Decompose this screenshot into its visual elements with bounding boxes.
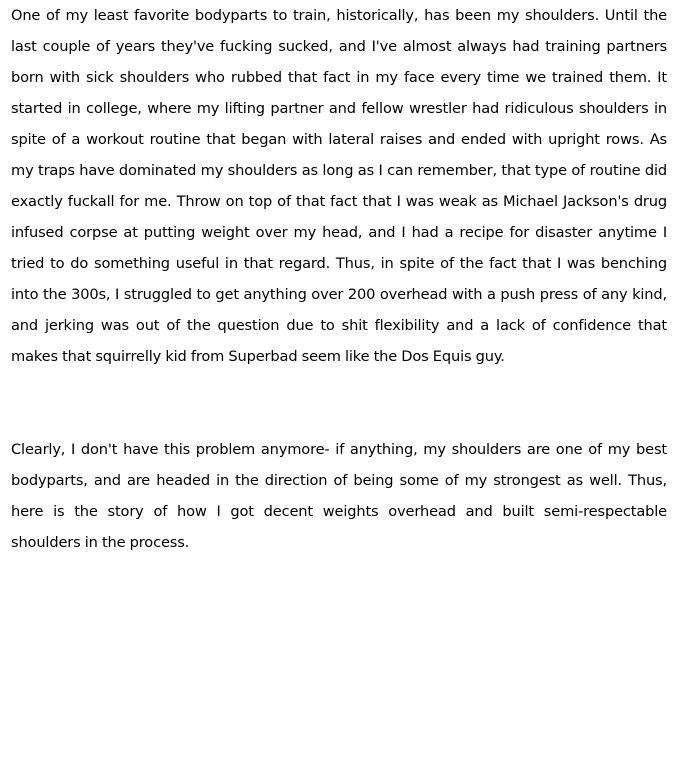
document-body [11,0,667,558]
paragraph-intro: One of my least favorite bodyparts to train, historically, has been my shoulders. Until the last couple of years they've fucking sucked, and I've almost always had training partners born with sick shoulders who rubbed that fact in my face every time we trained them. It started in college, where my lifting partner and fellow wrestler had ridiculous shoulders in spite of a workout routine that began with lateral raises and ended with upright rows. As my traps have dominated my shoulders as long as I can remember, that type of routine did exactly fuckall for me. Throw on top of that fact that I was weak as Michael Jackson's drug infused corpse at putting weight over my head, and I had a recipe for disaster anytime I tried to do something useful in that regard. Thus, in spite of the fact that I was benching into the 300s, I struggled to get anything over 200 overhead with a push press of any kind, and jerking was out of the question due to shit flexibility and a lack of confidence that makes that squirrelly kid from Superbad seem like the Dos Equis guy. [11,7,667,365]
paragraph-conclusion: Clearly, I don't have this problem anymore- if anything, my shoulders are one of my best bodyparts, and are headed in the direction of being some of my strongest as well. Thus, here is the story of how I got decent weights overhead and built semi-respectable shoulders in the process. [11,441,667,551]
